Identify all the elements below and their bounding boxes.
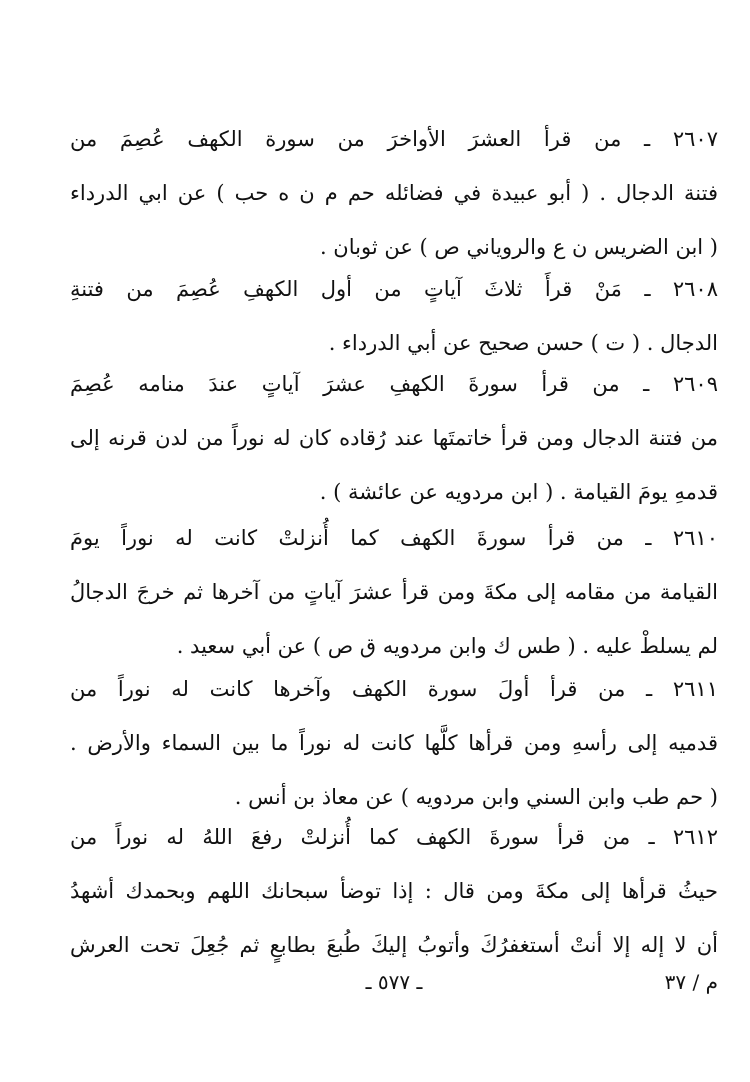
document-page xyxy=(70,0,718,1082)
text-line: فتنة الدجال . ( أبو عبيدة في فضائله حم م ن ه حب ) عن ابي الدرداء xyxy=(70,181,718,205)
text-line: من فتنة الدجال ومن قرأ خاتمتَها عند رُقاده كان له نوراً من لدن قرنه إلى xyxy=(70,426,718,450)
hadith-entry-2608 xyxy=(70,262,718,370)
text-line: ٢٦١٠ ـ من قرأ سورةَ الكهف كما أُنزلتْ كانت له نوراً يومَ xyxy=(70,526,718,550)
text-line: ( ابن الضريس ن ع والروياني ص ) عن ثوبان . xyxy=(319,235,718,259)
text-line: حيثُ قرأها إلى مكةَ ومن قال : إذا توضأ سبحانك اللهم وبحمدك أشهدُ xyxy=(70,879,718,903)
text-line: الدجال . ( ت ) حسن صحيح عن أبي الدرداء . xyxy=(328,331,718,355)
text-line: القيامة من مقامه إلى مكةَ ومن قرأ عشرَ آياتٍ من آخرها ثم خرجَ الدجالُ xyxy=(70,580,718,604)
text-line: ٢٦٠٩ ـ من قرأ سورةَ الكهفِ عشرَ آياتٍ عندَ منامه عُصِمَ xyxy=(70,372,718,396)
text-line: ٢٦٠٨ ـ مَنْ قرأَ ثلاثَ آياتٍ من أول الكهفِ عُصِمَ من فتنةِ xyxy=(70,277,718,301)
page-number: ـ ٥٧٧ ـ xyxy=(365,970,423,994)
text-line: ٢٦١٢ ـ من قرأ سورةَ الكهف كما أُنزلتْ رفعَ اللهُ له نوراً من xyxy=(70,825,718,849)
text-line: لم يسلطْ عليه . ( طس ك وابن مردويه ق ص ) عن أبي سعيد . xyxy=(176,634,718,658)
printer-signature-mark: م / ٣٧ xyxy=(664,970,718,994)
hadith-entry-2609 xyxy=(70,357,718,519)
text-line: قدميه إلى رأسهِ ومن قرأها كلَّها كانت له نوراً ما بين السماء والأرض . xyxy=(70,731,718,755)
text-line: قدمهِ يومَ القيامة . ( ابن مردويه عن عائشة ) . xyxy=(319,480,718,504)
hadith-entry-2610 xyxy=(70,511,718,673)
page-footer xyxy=(70,960,718,1004)
text-line: أن لا إله إلا أنتْ أستغفرُكَ وأتوبُ إليكَ طُبعَ بطابعٍ ثم جُعِلَ تحت العرش xyxy=(70,933,718,957)
text-line: ( حم طب وابن السني وابن مردويه ) عن معاذ بن أنس . xyxy=(234,785,718,809)
hadith-entry-2612 xyxy=(70,810,718,972)
text-line: ٢٦١١ ـ من قرأ أولَ سورة الكهف وآخرها كانت له نوراً من xyxy=(70,677,718,701)
text-line: ٢٦٠٧ ـ من قرأ العشرَ الأواخرَ من سورة الكهف عُصِمَ من xyxy=(70,127,718,151)
hadith-entry-2611 xyxy=(70,662,718,824)
hadith-entry-2607 xyxy=(70,112,718,274)
